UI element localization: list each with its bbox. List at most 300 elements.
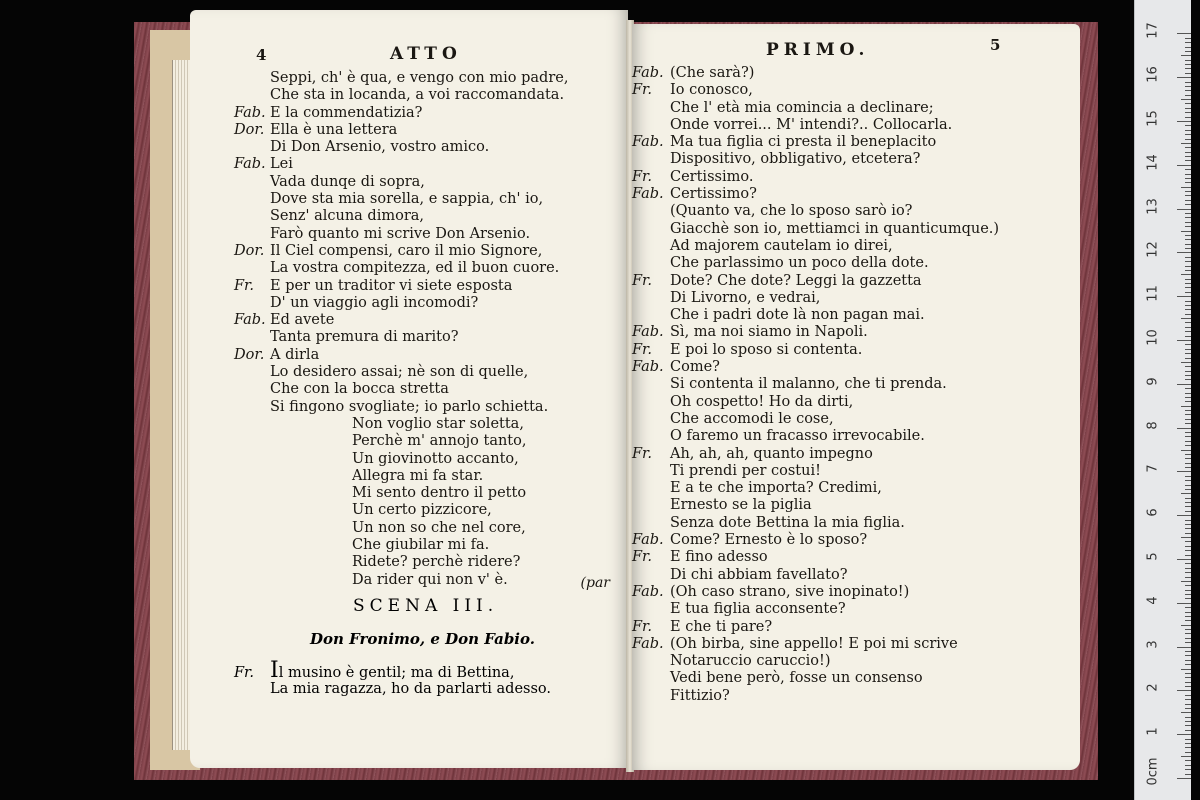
text-line	[632, 342, 999, 359]
ruler-minor-tick	[1185, 563, 1191, 564]
text-line	[234, 347, 568, 364]
ruler-label: 0cm	[1145, 757, 1161, 786]
ruler-minor-tick	[1185, 485, 1191, 486]
left-text-block	[234, 70, 568, 589]
ruler-tick	[1177, 603, 1191, 604]
verse-text: Ma tua figlia ci presta il beneplacito	[670, 134, 937, 151]
speaker-label: Fab.	[632, 359, 664, 376]
text-line	[234, 139, 568, 156]
ruler-minor-tick	[1185, 397, 1191, 398]
ruler-tick	[1177, 252, 1191, 253]
ruler-minor-tick	[1185, 379, 1191, 380]
speaker-label: Fab.	[632, 635, 664, 652]
verse-text: Di Livorno, e vedrai,	[670, 289, 821, 306]
ruler-minor-tick	[1185, 178, 1191, 179]
text-line	[632, 203, 999, 220]
ruler-minor-tick	[1185, 103, 1191, 104]
ruler-minor-tick	[1185, 638, 1191, 639]
verse-text: Certissimo.	[670, 168, 754, 185]
ruler-minor-tick	[1185, 139, 1191, 140]
verse-text: Che parlassimo un poco della dote.	[670, 255, 929, 272]
verse-text: Come?	[670, 359, 720, 376]
verse-text: Che accomodi le cose,	[670, 410, 834, 427]
ruler-minor-tick	[1185, 134, 1191, 135]
text-line	[632, 532, 999, 549]
right-text-block	[632, 65, 999, 705]
running-head-left: ATTO	[390, 44, 462, 64]
ruler-minor-tick	[1185, 419, 1191, 420]
verse-text: Si fingono svogliate; io parlo schietta.	[270, 398, 549, 415]
ruler-minor-tick	[1185, 533, 1191, 534]
text-line	[234, 485, 568, 502]
verse-text: E la commendatizia?	[270, 104, 423, 121]
ruler-minor-tick	[1185, 458, 1191, 459]
verse-text: La vostra compitezza, ed il buon cuore.	[270, 260, 560, 277]
text-line	[234, 537, 568, 554]
text-line	[234, 658, 551, 683]
ruler-tick	[1177, 559, 1191, 560]
left-page	[190, 10, 628, 768]
ruler-minor-tick	[1185, 598, 1191, 599]
ruler-minor-tick	[1185, 682, 1191, 683]
ruler-minor-tick	[1185, 287, 1191, 288]
ruler-label: 7	[1145, 464, 1161, 474]
ruler-label: 11	[1145, 285, 1161, 302]
ruler-tick	[1177, 340, 1191, 341]
ruler-minor-tick	[1185, 108, 1191, 109]
ruler-minor-tick	[1181, 669, 1191, 670]
ruler-minor-tick	[1185, 195, 1191, 196]
scene-heading: SCENA III.	[353, 596, 499, 616]
verse-text: Che giubilar mi fa.	[352, 537, 490, 554]
ruler-minor-tick	[1185, 502, 1191, 503]
ruler-minor-tick	[1185, 463, 1191, 464]
verse-text: Ad majorem cautelam io direi,	[670, 237, 893, 254]
verse-text: (Quanto va, che lo sposo sarò io?	[670, 203, 913, 220]
verse-text: (Che sarà?)	[670, 65, 755, 81]
text-line	[632, 653, 999, 670]
ruler-tick	[1177, 471, 1191, 472]
speaker-label: Fab.	[632, 324, 664, 341]
ruler-minor-tick	[1185, 594, 1191, 595]
ruler-minor-tick	[1185, 182, 1191, 183]
speaker-label: Fab.	[632, 186, 664, 203]
text-line	[632, 255, 999, 272]
ruler-minor-tick	[1185, 331, 1191, 332]
ruler-minor-tick	[1185, 349, 1191, 350]
ruler-minor-tick	[1185, 147, 1191, 148]
ruler-minor-tick	[1181, 406, 1191, 407]
ruler-minor-tick	[1181, 274, 1191, 275]
text-line	[234, 312, 568, 329]
ruler-tick	[1177, 209, 1191, 210]
verse-text: Il Ciel compensi, caro il mio Signore,	[270, 242, 543, 259]
speaker-label: Fr.	[632, 618, 653, 635]
ruler-minor-tick	[1185, 112, 1191, 113]
verse-text: D' un viaggio agli incomodi?	[270, 294, 479, 311]
speaker-label: Fab.	[234, 104, 266, 121]
verse-text: Di Don Arsenio, vostro amico.	[270, 139, 490, 156]
text-line	[234, 278, 568, 295]
verse-text: Lei	[270, 156, 293, 173]
verse-text: E che ti pare?	[670, 618, 773, 635]
ruler-minor-tick	[1181, 625, 1191, 626]
verse-text: E tua figlia acconsente?	[670, 601, 846, 618]
ruler-minor-tick	[1181, 362, 1191, 363]
verse-text: La mia ragazza, ho da parlarti adesso.	[270, 681, 552, 698]
ruler-minor-tick	[1185, 454, 1191, 455]
verse-text: Un non so che nel core,	[352, 519, 526, 536]
ruler-minor-tick	[1185, 160, 1191, 161]
ruler-minor-tick	[1185, 673, 1191, 674]
ruler-minor-tick	[1185, 261, 1191, 262]
ruler-minor-tick	[1185, 169, 1191, 170]
ruler-tick	[1177, 428, 1191, 429]
ruler-minor-tick	[1181, 581, 1191, 582]
ruler-tick	[1177, 515, 1191, 516]
ruler-minor-tick	[1185, 309, 1191, 310]
verse-text: A dirla	[270, 346, 320, 363]
ruler-minor-tick	[1185, 699, 1191, 700]
text-line	[234, 399, 568, 416]
ruler-minor-tick	[1185, 117, 1191, 118]
scene-persons: Don Fronimo, e Don Fabio.	[310, 630, 535, 648]
ruler-minor-tick	[1185, 704, 1191, 705]
verse-text: Oh cospetto! Ho da dirti,	[670, 393, 854, 410]
verse-text: Vedi bene però, fosse un consenso	[670, 670, 923, 687]
ruler-minor-tick	[1185, 590, 1191, 591]
verse-text: Sì, ma noi siamo in Napoli.	[670, 324, 868, 341]
ruler-minor-tick	[1185, 577, 1191, 578]
speaker-label: Dor.	[234, 242, 265, 259]
speaker-label: Dor.	[234, 121, 265, 138]
ruler-label: 9	[1145, 377, 1161, 386]
text-line	[632, 601, 999, 618]
verse-text: Che l' età mia comincia a declinare;	[670, 99, 934, 116]
text-line	[632, 273, 999, 290]
ruler-tick	[1177, 647, 1191, 648]
text-line	[632, 290, 999, 307]
text-line	[234, 295, 568, 312]
verse-text: Ernesto se la piglia	[670, 497, 812, 514]
ruler-minor-tick	[1185, 546, 1191, 547]
ruler-minor-tick	[1185, 423, 1191, 424]
text-line	[632, 221, 999, 238]
ruler-minor-tick	[1185, 371, 1191, 372]
verse-text: Certissimo?	[670, 186, 757, 203]
text-line	[632, 151, 999, 168]
text-line	[234, 681, 551, 698]
text-line	[632, 688, 999, 705]
text-line	[234, 364, 568, 381]
verse-text: Ah, ah, ah, quanto impegno	[670, 445, 873, 462]
text-line	[632, 100, 999, 117]
ruler-label: 13	[1145, 197, 1161, 215]
ruler-minor-tick	[1185, 612, 1191, 613]
ruler-minor-tick	[1185, 301, 1191, 302]
ruler-minor-tick	[1185, 47, 1191, 48]
speaker-label: Fab.	[632, 134, 664, 151]
text-line	[632, 186, 999, 203]
verse-text: l musino è gentil; ma di Bettina,	[278, 665, 515, 681]
ruler-label: 6	[1145, 508, 1161, 517]
ruler-minor-tick	[1185, 305, 1191, 306]
text-line	[632, 636, 999, 653]
text-line	[632, 134, 999, 151]
ruler-minor-tick	[1185, 51, 1191, 52]
verse-text: E per un traditor vi siete esposta	[270, 277, 513, 294]
ruler-tick	[1177, 121, 1191, 122]
ruler-minor-tick	[1185, 550, 1191, 551]
ruler-minor-tick	[1185, 270, 1191, 271]
ruler-minor-tick	[1185, 476, 1191, 477]
ruler-minor-tick	[1181, 143, 1191, 144]
text-line	[632, 359, 999, 376]
verse-text: E poi lo sposo si contenta.	[670, 341, 863, 358]
text-line	[234, 260, 568, 277]
text-line	[632, 324, 999, 341]
ruler-minor-tick	[1185, 388, 1191, 389]
text-line	[234, 70, 568, 87]
verse-text: Tanta premura di marito?	[270, 329, 459, 346]
text-line	[632, 411, 999, 428]
ruler-label: 1	[1145, 727, 1161, 736]
ruler-minor-tick	[1185, 664, 1191, 665]
verse-text: Senz' alcuna dimora,	[270, 208, 425, 225]
speaker-label: Fab.	[632, 532, 664, 549]
ruler-minor-tick	[1185, 585, 1191, 586]
ruler-minor-tick	[1185, 156, 1191, 157]
ruler-minor-tick	[1185, 730, 1191, 731]
text-line	[632, 497, 999, 514]
speaker-label: Fr.	[234, 665, 255, 681]
ruler-minor-tick	[1185, 520, 1191, 521]
ruler-minor-tick	[1185, 68, 1191, 69]
ruler-minor-tick	[1185, 441, 1191, 442]
ruler-label: 12	[1145, 241, 1161, 259]
ruler-minor-tick	[1185, 677, 1191, 678]
verse-text: Dove sta mia sorella, e sappia, ch' io,	[270, 191, 544, 208]
ruler-tick	[1177, 690, 1191, 691]
text-line	[632, 82, 999, 99]
text-line	[234, 122, 568, 139]
ruler-minor-tick	[1185, 152, 1191, 153]
ruler-minor-tick	[1185, 248, 1191, 249]
ruler-minor-tick	[1185, 528, 1191, 529]
verse-text: Non voglio star soletta,	[352, 415, 524, 432]
ruler-minor-tick	[1185, 480, 1191, 481]
ruler-minor-tick	[1185, 752, 1191, 753]
ruler-minor-tick	[1185, 467, 1191, 468]
verse-text: Ridete? perchè ridere?	[352, 554, 521, 571]
ruler-minor-tick	[1185, 765, 1191, 766]
verse-text: Ti prendi per costui!	[670, 462, 821, 479]
ruler-minor-tick	[1185, 642, 1191, 643]
ruler-minor-tick	[1185, 721, 1191, 722]
ruler-minor-tick	[1185, 38, 1191, 39]
ruler-minor-tick	[1185, 432, 1191, 433]
ruler-minor-tick	[1185, 283, 1191, 284]
ruler-minor-tick	[1185, 401, 1191, 402]
text-line	[632, 567, 999, 584]
ruler-minor-tick	[1185, 344, 1191, 345]
ruler-minor-tick	[1185, 524, 1191, 525]
verse-text: Da rider qui non v' è.	[352, 571, 508, 588]
ruler-minor-tick	[1181, 493, 1191, 494]
ruler-minor-tick	[1185, 629, 1191, 630]
ruler-minor-tick	[1185, 222, 1191, 223]
speaker-label: Fr.	[632, 445, 653, 462]
ruler-minor-tick	[1185, 498, 1191, 499]
ruler-tick	[1177, 33, 1191, 34]
text-line	[234, 87, 568, 104]
ruler-minor-tick	[1185, 226, 1191, 227]
speaker-label: Fr.	[234, 277, 255, 294]
verse-text: Onde vorrei... M' intendi?.. Collocarla.	[670, 116, 953, 133]
ruler-minor-tick	[1185, 747, 1191, 748]
ruler-minor-tick	[1185, 739, 1191, 740]
ruler-minor-tick	[1185, 489, 1191, 490]
ruler-tick	[1177, 296, 1191, 297]
speaker-label: Fab.	[632, 65, 664, 81]
ruler-minor-tick	[1185, 130, 1191, 131]
verse-text: Di chi abbiam favellato?	[670, 566, 848, 583]
text-line	[234, 243, 568, 260]
ruler-minor-tick	[1185, 541, 1191, 542]
ruler-minor-tick	[1185, 655, 1191, 656]
page-number-left: 4	[256, 46, 267, 64]
text-line	[234, 451, 568, 468]
text-line	[234, 502, 568, 519]
ruler-minor-tick	[1185, 60, 1191, 61]
speaker-label: Fr.	[632, 82, 653, 99]
verse-text: Giacchè son io, mettiamci in quanticumque.)	[670, 220, 1000, 237]
ruler-tick	[1177, 165, 1191, 166]
speaker-label: Fr.	[632, 341, 653, 358]
ruler-minor-tick	[1185, 266, 1191, 267]
text-line	[632, 670, 999, 687]
text-line	[234, 416, 568, 433]
ruler-minor-tick	[1185, 200, 1191, 201]
ruler-tick	[1177, 778, 1191, 779]
verse-text: Un certo pizzicore,	[352, 502, 492, 519]
ruler-minor-tick	[1185, 73, 1191, 74]
speaker-label: Fr.	[632, 168, 653, 185]
text-line	[234, 554, 568, 571]
ruler-minor-tick	[1185, 506, 1191, 507]
text-line	[632, 238, 999, 255]
ruler-label: 15	[1145, 110, 1161, 127]
text-line	[632, 515, 999, 532]
ruler-tick	[1177, 734, 1191, 735]
ruler-minor-tick	[1185, 327, 1191, 328]
ruler-minor-tick	[1185, 572, 1191, 573]
verse-text: Io conosco,	[670, 82, 753, 99]
verse-text: Come? Ernesto è lo sposo?	[670, 532, 868, 549]
ruler-minor-tick	[1185, 42, 1191, 43]
ruler-minor-tick	[1185, 239, 1191, 240]
ruler-minor-tick	[1185, 86, 1191, 87]
text-line	[234, 381, 568, 398]
text-line	[234, 105, 568, 122]
ruler-minor-tick	[1185, 725, 1191, 726]
ruler-minor-tick	[1185, 555, 1191, 556]
ruler-label: 14	[1145, 154, 1161, 171]
measuring-ruler	[1134, 0, 1191, 800]
speaker-label: Dor.	[234, 346, 265, 363]
verse-text: Si contenta il malanno, che ti prenda.	[670, 376, 947, 393]
text-line	[234, 191, 568, 208]
verse-text: Ella è una lettera	[270, 121, 398, 138]
ruler-label: 2	[1145, 683, 1161, 693]
text-line	[632, 376, 999, 393]
text-line	[234, 329, 568, 346]
drop-cap: I	[270, 658, 279, 683]
ruler-minor-tick	[1185, 695, 1191, 696]
verse-text: Farò quanto mi scrive Don Arsenio.	[270, 225, 531, 242]
text-line	[632, 117, 999, 134]
ruler-minor-tick	[1181, 99, 1191, 100]
ruler-minor-tick	[1185, 410, 1191, 411]
text-line	[234, 572, 568, 589]
ruler-minor-tick	[1181, 318, 1191, 319]
ruler-minor-tick	[1185, 616, 1191, 617]
text-line	[632, 307, 999, 324]
ruler-minor-tick	[1185, 769, 1191, 770]
verse-text: Vada dunqe di sopra,	[270, 173, 425, 190]
ruler-minor-tick	[1185, 568, 1191, 569]
ruler-minor-tick	[1181, 231, 1191, 232]
ruler-minor-tick	[1185, 686, 1191, 687]
text-line	[234, 156, 568, 173]
text-line	[234, 433, 568, 450]
ruler-minor-tick	[1185, 191, 1191, 192]
verse-text: Lo desidero assai; nè son di quelle,	[270, 364, 529, 381]
ruler-minor-tick	[1185, 511, 1191, 512]
ruler-minor-tick	[1185, 660, 1191, 661]
verse-text: O faremo un fracasso irrevocabile.	[670, 428, 925, 445]
ruler-minor-tick	[1181, 55, 1191, 56]
ruler-minor-tick	[1185, 436, 1191, 437]
ruler-minor-tick	[1185, 64, 1191, 65]
ruler-minor-tick	[1185, 125, 1191, 126]
speaker-label: Fab.	[632, 583, 664, 600]
ruler-minor-tick	[1185, 174, 1191, 175]
verse-text: E fino adesso	[670, 549, 768, 566]
aside-note: (par	[580, 575, 610, 591]
ruler-minor-tick	[1185, 445, 1191, 446]
text-line	[632, 480, 999, 497]
text-line	[632, 428, 999, 445]
verse-text: Dispositivo, obbligativo, etcetera?	[670, 151, 921, 168]
speaker-label: Fr.	[632, 549, 653, 566]
ruler-minor-tick	[1185, 314, 1191, 315]
ruler-minor-tick	[1185, 607, 1191, 608]
verse-text: Allegra mi fa star.	[352, 467, 484, 484]
verse-text: Che sta in locanda, a voi raccomandata.	[270, 87, 565, 104]
ruler-tick	[1177, 384, 1191, 385]
speaker-label: Fab.	[234, 312, 266, 329]
verse-text: Che con la bocca stretta	[270, 381, 449, 398]
running-head-right: PRIMO.	[766, 40, 870, 60]
speaker-label: Fr.	[632, 272, 653, 289]
ruler-minor-tick	[1181, 712, 1191, 713]
ruler-minor-tick	[1185, 358, 1191, 359]
ruler-minor-tick	[1185, 633, 1191, 634]
ruler-minor-tick	[1185, 651, 1191, 652]
text-line	[234, 520, 568, 537]
ruler-minor-tick	[1185, 204, 1191, 205]
